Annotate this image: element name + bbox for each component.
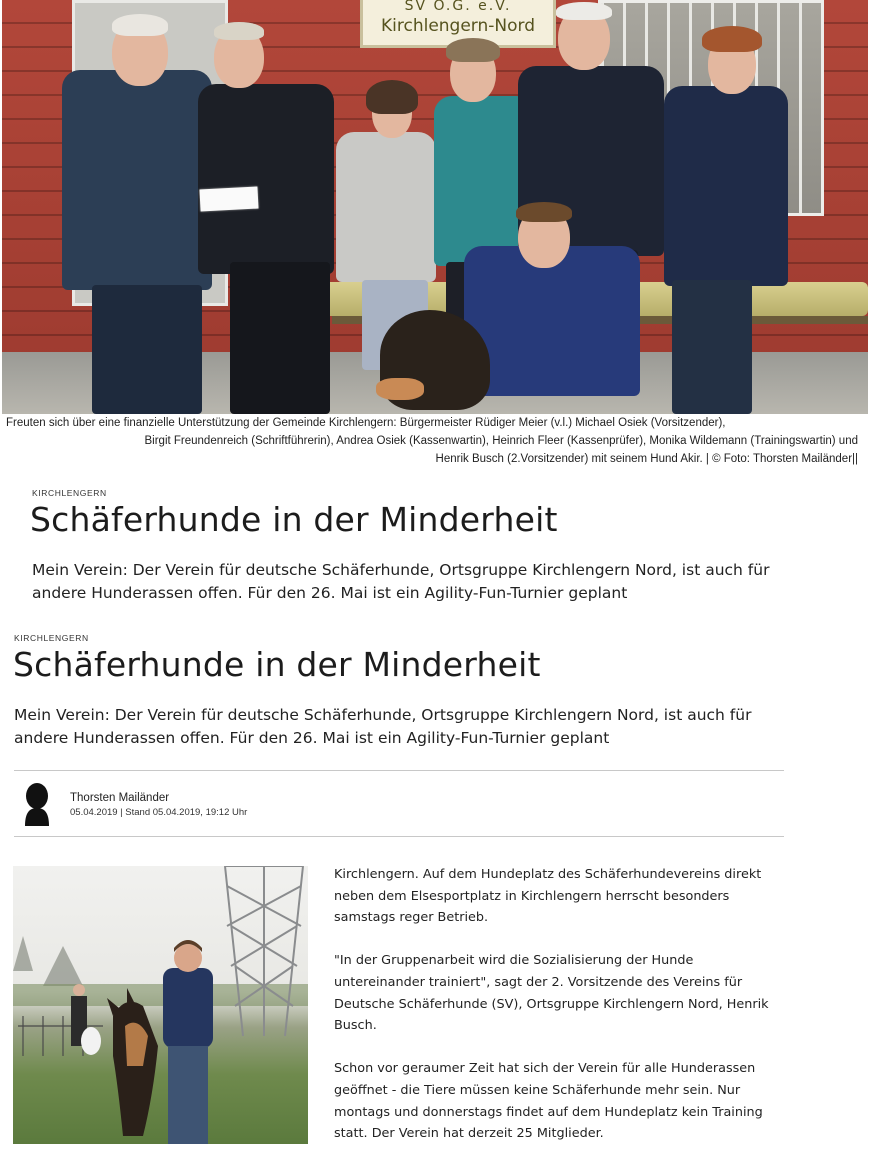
paragraph-1: Kirchlengern. Auf dem Hundeplatz des Schäferhundevereins direkt neben dem Elsesportplatz in Kirchlengern herrscht besonders samstags reger Betrieb. (334, 867, 762, 926)
author-name[interactable]: Thorsten Mailänder (70, 792, 170, 804)
club-sign: SV O.G. e.V. Kirchlengern-Nord (360, 0, 556, 48)
group-photo (2, 0, 868, 414)
article-headline: Schäferhunde in der Minderheit (13, 645, 541, 684)
caption-line-2: Birgit Freundenreich (Schriftführerin), Andrea Osiek (Kassenwartin), Heinrich Fleer (Kassenprüfer), Monika Wildemann (Trainingswartin) und (144, 435, 858, 447)
donation-envelope (199, 186, 258, 211)
article-teaser-line-2: andere Hunderassen offen. Für den 26. Mai ist ein Agility-Fun-Turnier geplant (14, 729, 610, 747)
paragraph-3: Schon vor geraumer Zeit hat sich der Verein für alle Hunderassen geöffnet - die Tiere müssen keine Schäferhunde mehr sein. Nur montags und donnerstags findet auf dem Hundeplatz kein Training statt. Der Verein hat derzeit 25 Mitglieder. (334, 1061, 763, 1142)
photo-caption (6, 414, 858, 468)
dog-training-photo (13, 866, 308, 1144)
divider-bottom (14, 836, 784, 837)
preview-teaser-line-2: andere Hunderassen offen. Für den 26. Mai ist ein Agility-Fun-Turnier geplant (32, 584, 628, 602)
author-avatar[interactable] (22, 782, 52, 826)
preview-kicker: KIRCHLENGERN (32, 488, 107, 498)
preview-headline[interactable]: Schäferhunde in der Minderheit (30, 500, 558, 539)
publish-date: 05.04.2019 | Stand 05.04.2019, 19:12 Uhr (70, 807, 248, 818)
divider-top (14, 770, 784, 771)
paragraph-2: "In der Gruppenarbeit wird die Sozialisierung der Hunde untereinander trainiert", sagt der 2. Vorsitzende des Vereins für Deutsche Schäferhunde (SV), Ortsgruppe Kirchlengern Nord, Henrik Busch. (334, 953, 769, 1034)
article-kicker: KIRCHLENGERN (14, 633, 89, 643)
preview-teaser-line-1: Mein Verein: Der Verein für deutsche Schäferhunde, Ortsgruppe Kirchlengern Nord, ist auch für (32, 561, 770, 579)
preview-teaser (32, 559, 832, 605)
article-teaser-line-1: Mein Verein: Der Verein für deutsche Schäferhunde, Ortsgruppe Kirchlengern Nord, ist auch für (14, 706, 752, 724)
caption-line-3: Henrik Busch (2.Vorsitzender) mit seinem Hund Akir. | © Foto: Thorsten Mailänder|| (435, 453, 858, 465)
article-teaser (14, 704, 814, 750)
caption-line-1: Freuten sich über eine finanzielle Unterstützung der Gemeinde Kirchlengern: Bürgermeister Rüdiger Meier (v.l.) Michael Osiek (Vorsitzender), (6, 417, 726, 429)
article-body (334, 864, 786, 1166)
